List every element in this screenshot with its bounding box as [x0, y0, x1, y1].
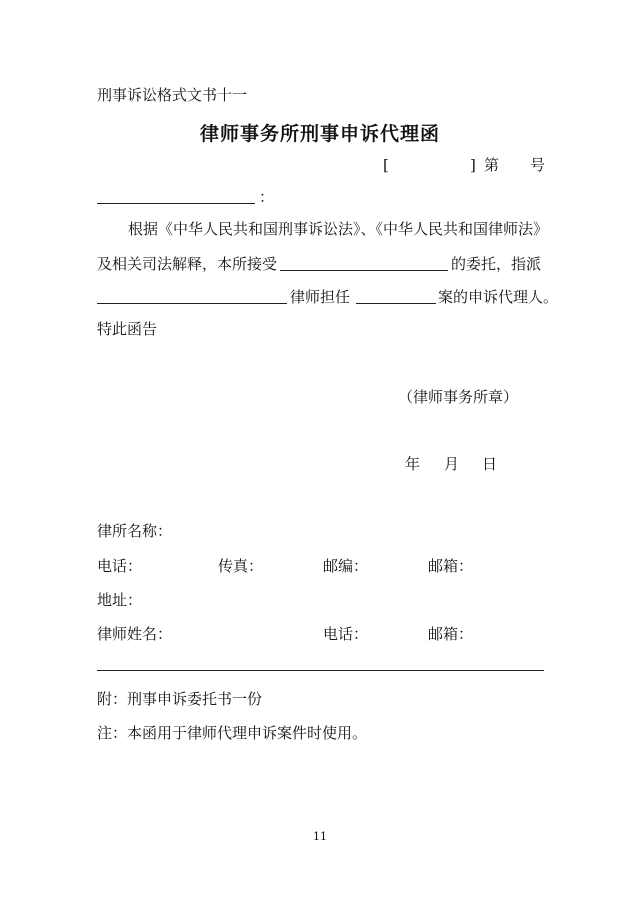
lawyer-phone-label: 电话： — [323, 625, 369, 643]
ref-hao: 号 — [530, 156, 546, 174]
form-label: 刑事诉讼格式文书十一 — [97, 86, 248, 104]
lawyer-blank — [97, 303, 287, 304]
client-blank — [280, 270, 448, 271]
phone-label: 电话： — [97, 557, 143, 575]
fax-label: 传真： — [218, 557, 264, 575]
ref-di: 第 — [484, 156, 500, 174]
firm-name-label: 律所名称： — [97, 522, 173, 540]
paragraph-line-3-b: 案的申诉代理人。 — [438, 288, 559, 306]
paragraph-line-2-b: 的委托，指派 — [451, 255, 542, 273]
closing-text: 特此函告 — [97, 320, 158, 338]
separator-line — [97, 670, 544, 671]
attachment-note: 附：刑事申诉委托书一份 — [97, 690, 263, 708]
ref-bracket-close: ] — [470, 156, 476, 174]
date-month: 月 — [444, 455, 460, 473]
postcode-label: 邮编： — [323, 557, 369, 575]
address-label: 地址： — [97, 591, 143, 609]
page-number: 11 — [313, 830, 327, 843]
addressee-colon: ： — [259, 188, 275, 206]
paragraph-line-1: 根据《中华人民共和国刑事诉讼法》、《中华人民共和国律师法》 — [128, 220, 549, 238]
addressee-blank — [97, 203, 255, 204]
paragraph-line-3-a: 律师担任 — [290, 288, 351, 306]
firm-seal: （律师事务所章） — [398, 388, 519, 406]
document-title: 律师事务所刑事申诉代理函 — [199, 123, 440, 145]
ref-bracket-open: [ — [383, 156, 389, 174]
lawyer-email-label: 邮箱： — [428, 625, 474, 643]
email-label: 邮箱： — [428, 557, 474, 575]
usage-note: 注：本函用于律师代理申诉案件时使用。 — [97, 724, 368, 742]
paragraph-line-2-a: 及相关司法解释，本所接受 — [97, 255, 278, 273]
case-blank — [356, 303, 436, 304]
date-day: 日 — [482, 455, 498, 473]
date-year: 年 — [405, 455, 421, 473]
lawyer-name-label: 律师姓名： — [97, 625, 173, 643]
